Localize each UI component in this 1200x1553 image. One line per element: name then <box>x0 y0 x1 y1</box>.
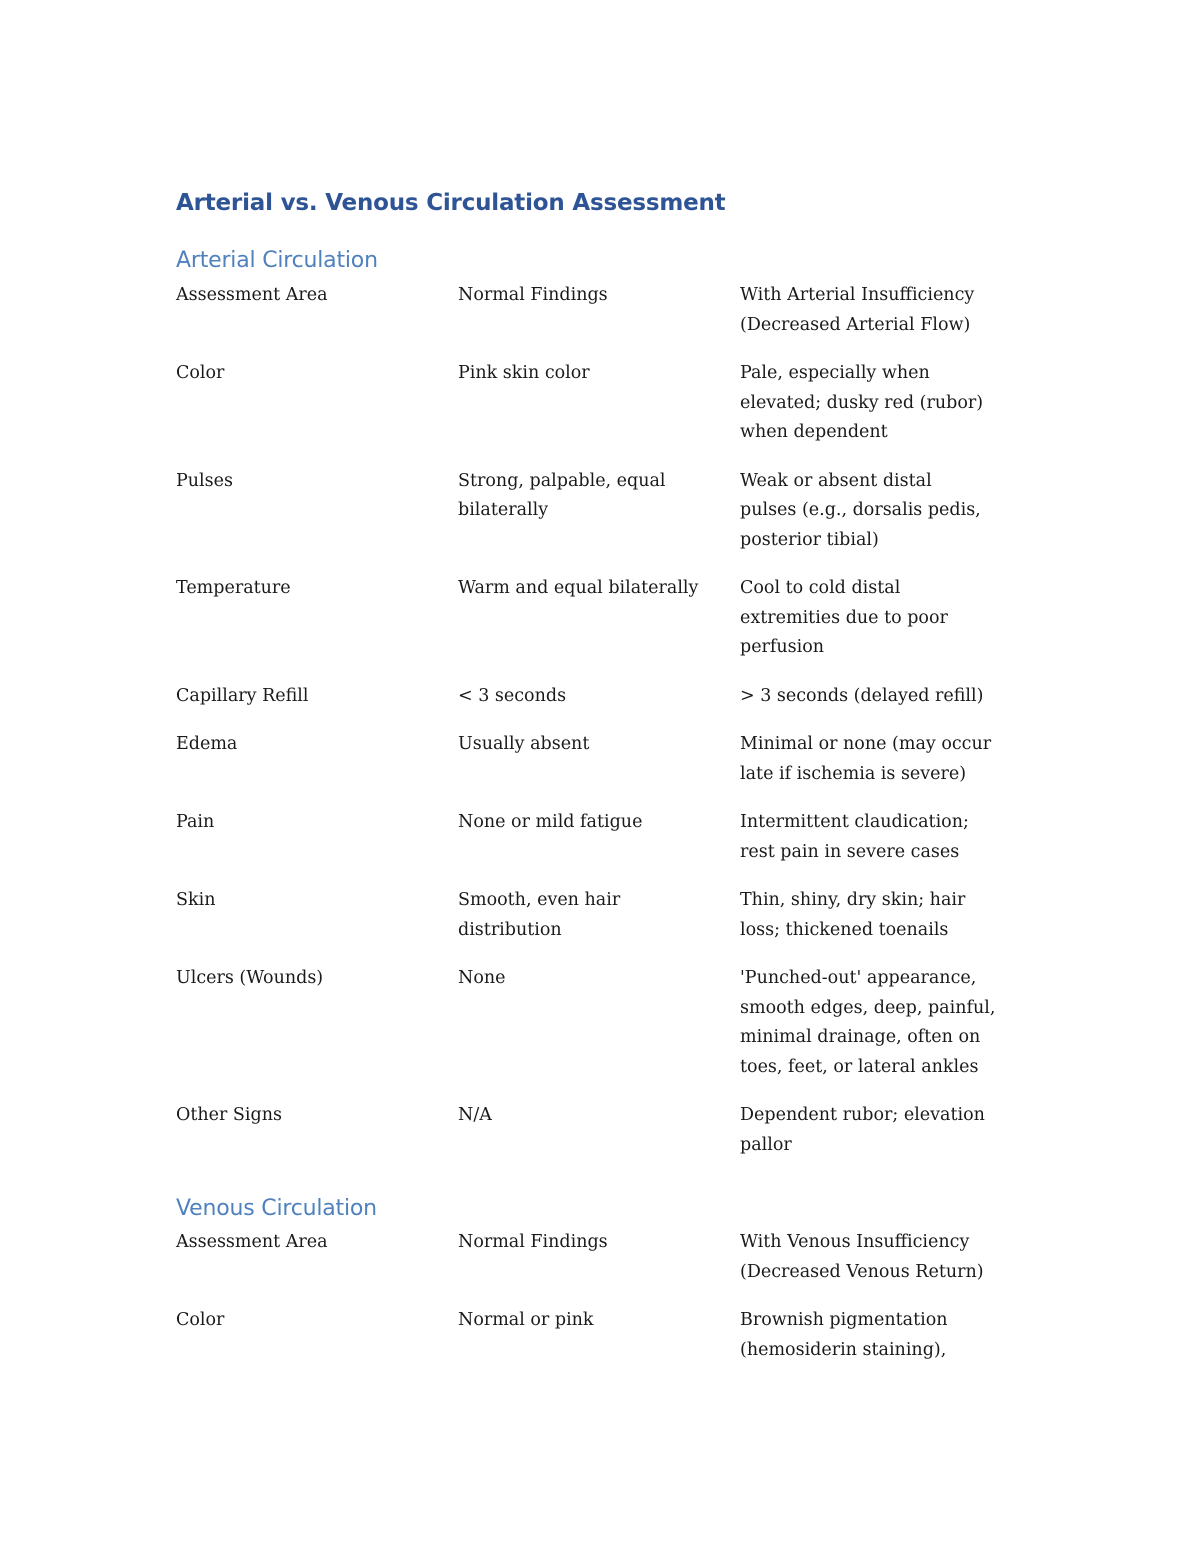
insufficiency-findings-cell: Weak or absent distal pulses (e.g., dorsalis pedis, posterior tibial) <box>740 470 981 550</box>
insufficiency-findings-cell: Cool to cold distal extremities due to poor perfusion <box>740 578 948 657</box>
column-header-arterial-insufficiency: With Arterial Insufficiency (Decreased Arterial Flow) <box>740 285 975 335</box>
assessment-area-cell: Edema <box>176 734 238 754</box>
normal-findings-cell: Warm and equal bilaterally <box>458 578 699 598</box>
arterial-table <box>176 281 1012 1179</box>
assessment-area-cell: Color <box>176 363 225 383</box>
assessment-area-cell: Temperature <box>176 578 291 598</box>
normal-findings-cell: Usually absent <box>458 734 590 754</box>
normal-findings-cell: Normal or pink <box>458 1310 594 1330</box>
table-row <box>176 1306 1012 1365</box>
normal-findings-cell: N/A <box>458 1105 492 1125</box>
table-row <box>176 964 1012 1082</box>
column-header-assessment-area: Assessment Area <box>176 1232 328 1252</box>
normal-findings-cell: None <box>458 968 506 988</box>
table-row <box>176 467 1012 556</box>
column-header-assessment-area: Assessment Area <box>176 285 328 305</box>
insufficiency-findings-cell: Intermittent claudication; rest pain in severe cases <box>740 812 969 862</box>
normal-findings-cell: Strong, palpable, equal bilaterally <box>458 470 666 520</box>
venous-section-heading: Venous Circulation <box>176 1196 377 1221</box>
table-row <box>176 574 1012 663</box>
table-row <box>176 682 1012 712</box>
assessment-area-cell: Other Signs <box>176 1105 282 1125</box>
table-header-row <box>176 281 1012 340</box>
assessment-area-cell: Pulses <box>176 470 233 491</box>
venous-table <box>176 1228 1012 1384</box>
assessment-area-cell: Capillary Refill <box>176 685 309 706</box>
assessment-area-cell: Skin <box>176 890 216 910</box>
assessment-area-cell: Pain <box>176 812 215 832</box>
arterial-section-heading: Arterial Circulation <box>176 248 378 273</box>
assessment-area-cell: Color <box>176 1310 225 1330</box>
insufficiency-findings-cell: Dependent rubor; elevation pallor <box>740 1105 985 1155</box>
normal-findings-cell: < 3 seconds <box>458 685 567 706</box>
table-header-row <box>176 1228 1012 1287</box>
normal-findings-cell: Smooth, even hair distribution <box>458 890 621 940</box>
table-row <box>176 1101 1012 1160</box>
column-header-normal-findings: Normal Findings <box>458 1232 608 1252</box>
table-row <box>176 359 1012 448</box>
column-header-normal-findings: Normal Findings <box>458 285 608 305</box>
insufficiency-findings-cell: Pale, especially when elevated; dusky red (rubor) when dependent <box>740 363 984 442</box>
normal-findings-cell: Pink skin color <box>458 363 590 383</box>
table-row <box>176 730 1012 789</box>
insufficiency-findings-cell: Thin, shiny, dry skin; hair loss; thickened toenails <box>740 890 966 940</box>
column-header-venous-insufficiency: With Venous Insufficiency (Decreased Venous Return) <box>740 1232 984 1282</box>
insufficiency-findings-cell: 'Punched-out' appearance, smooth edges, deep, painful, minimal drainage, often on toes, feet, or lateral ankles <box>740 968 996 1077</box>
table-row <box>176 886 1012 945</box>
assessment-area-cell: Ulcers (Wounds) <box>176 968 324 988</box>
insufficiency-findings-cell: Minimal or none (may occur late if ischemia is severe) <box>740 734 992 784</box>
insufficiency-findings-cell: > 3 seconds (delayed refill) <box>740 685 984 706</box>
document-title: Arterial vs. Venous Circulation Assessment <box>176 190 726 216</box>
insufficiency-findings-cell: Brownish pigmentation (hemosiderin staining), <box>740 1310 948 1360</box>
table-row <box>176 808 1012 867</box>
normal-findings-cell: None or mild fatigue <box>458 812 643 832</box>
